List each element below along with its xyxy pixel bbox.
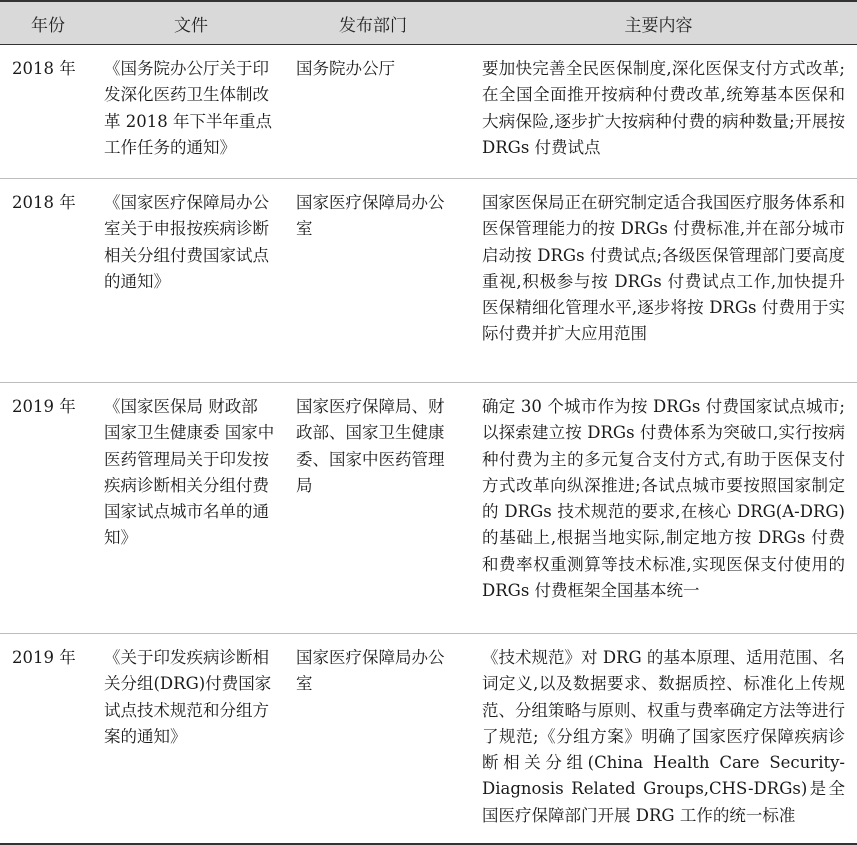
cell-document xyxy=(96,179,286,383)
cell-department xyxy=(286,383,460,634)
document-text: 《国务院办公厅关于印发深化医药卫生体制改革 2018 年下半年重点工作任务的通知》 xyxy=(104,59,272,157)
cell-year xyxy=(0,45,96,179)
year-text: 2018 年 xyxy=(12,193,76,212)
header-department: 发布部门 xyxy=(286,1,460,45)
document-text: 《关于印发疾病诊断相关分组(DRG)付费国家试点技术规范和分组方案的通知》 xyxy=(104,648,272,746)
cell-document xyxy=(96,383,286,634)
content-text: 要加快完善全民医保制度,深化医保支付方式改革;在全国全面推开按病种付费改革,统筹基本医保和大病保险,逐步扩大按病种付费的病种数量;开展按 DRGs 付费试点 xyxy=(482,59,845,157)
cell-document xyxy=(96,634,286,845)
header-document: 文件 xyxy=(96,1,286,45)
header-row xyxy=(0,1,857,45)
cell-year xyxy=(0,383,96,634)
cell-content xyxy=(460,45,857,179)
table-row xyxy=(0,383,857,634)
year-text: 2019 年 xyxy=(12,648,76,667)
department-text: 国家医疗保障局办公室 xyxy=(296,193,445,239)
table-header xyxy=(0,1,857,45)
department-text: 国家医疗保障局办公室 xyxy=(296,648,445,694)
cell-year xyxy=(0,179,96,383)
cell-content xyxy=(460,634,857,845)
table-row xyxy=(0,634,857,845)
document-text: 《国家医保局 财政部 国家卫生健康委 国家中医药管理局关于印发按疾病诊断相关分组付费国家试点城市名单的通知》 xyxy=(104,397,275,548)
table-row xyxy=(0,179,857,383)
cell-year xyxy=(0,634,96,845)
table-row xyxy=(0,45,857,179)
year-text: 2019 年 xyxy=(12,397,76,416)
content-text: 确定 30 个城市作为按 DRGs 付费国家试点城市;以探索建立按 DRGs 付费体系为突破口,实行按病种付费为主的多元复合支付方式,有助于医保支付方式改革向纵深推进;各试点城市要按照国家制定的 DRGs 技术规范的要求,在核心 DRG(A-DRG)的基础上,根据当地实际,制定地方按 DRGs 付费和费率权重测算等技术标准,实现医保支付使用的 DRGs 付费框架全国基本统一 xyxy=(482,397,845,601)
content-text: 国家医保局正在研究制定适合我国医疗服务体系和医保管理能力的按 DRGs 付费标准,并在部分城市启动按 DRGs 付费试点;各级医保管理部门要高度重视,积极参与按 DRGs 付费试点工作,加快提升医保精细化管理水平,逐步将按 DRGs 付费用于实际付费并扩大应用范围 xyxy=(482,193,845,344)
cell-department xyxy=(286,179,460,383)
cell-department xyxy=(286,634,460,845)
department-text: 国家医疗保障局、财政部、国家卫生健康委、国家中医药管理局 xyxy=(296,397,445,495)
cell-content xyxy=(460,179,857,383)
cell-document xyxy=(96,45,286,179)
table-body xyxy=(0,45,857,845)
header-year: 年份 xyxy=(0,1,96,45)
cell-content xyxy=(460,383,857,634)
header-content: 主要内容 xyxy=(460,1,857,45)
department-text: 国务院办公厅 xyxy=(296,59,395,78)
year-text: 2018 年 xyxy=(12,59,76,78)
document-text: 《国家医疗保障局办公室关于申报按疾病诊断相关分组付费国家试点的通知》 xyxy=(104,193,269,291)
cell-department xyxy=(286,45,460,179)
content-text: 《技术规范》对 DRG 的基本原理、适用范围、名词定义,以及数据要求、数据质控、标准化上传规范、分组策略与原则、权重与费率确定方法等进行了规范;《分组方案》明确了国家医疗保障疾病诊断相关分组(China Health Care Security-Diagnosis Related Groups,CHS-DRGs)是全国医疗保障部门开展 DRG 工作的统一标准 xyxy=(482,648,845,825)
